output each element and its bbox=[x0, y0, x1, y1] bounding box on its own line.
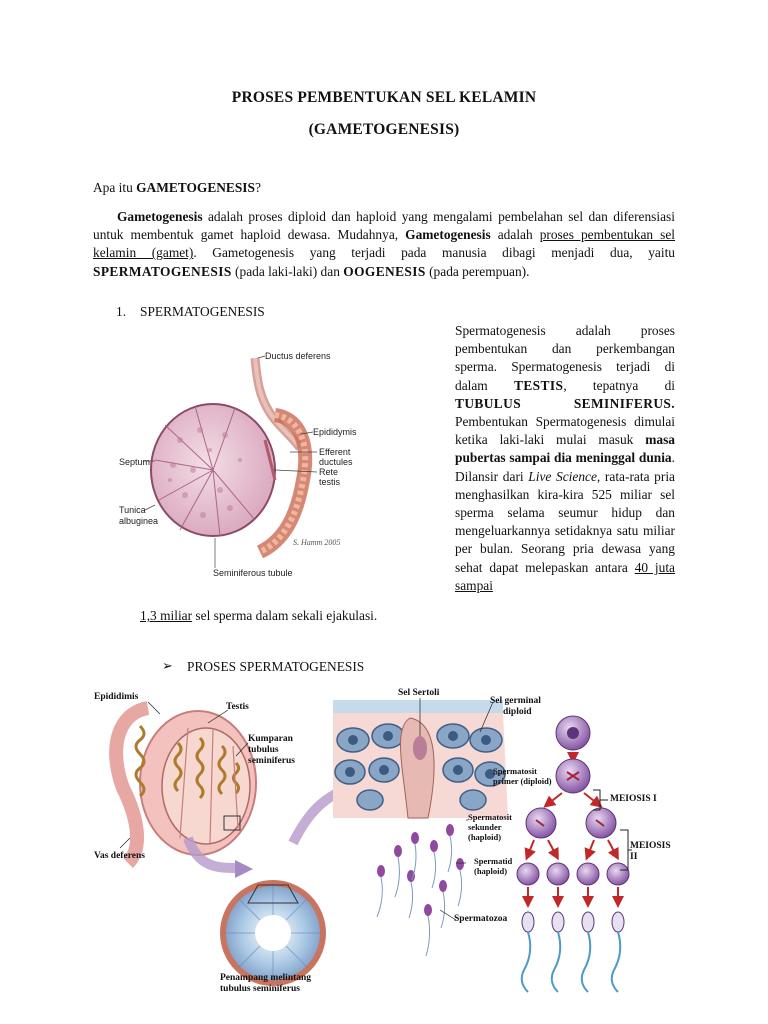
intro-text-3: . Gametogenesis yang terjadi pada manusia dibagi menjadi dua, yaitu bbox=[193, 245, 675, 261]
label-vas-deferens: Vas deferens bbox=[94, 851, 145, 861]
testis-illustration bbox=[125, 330, 350, 588]
label-penampang-tubulus: tubulus seminiferus bbox=[220, 984, 300, 994]
intro-underlined: proses pembentukan sel kelamin (gamet) bbox=[93, 227, 675, 261]
label-seminiferus: seminiferus bbox=[248, 756, 295, 766]
label-penampang: Penampang melintang bbox=[220, 973, 312, 983]
desc-tubulus: TUBULUS SEMINIFERUS. bbox=[455, 395, 675, 411]
desc-source: Live Science bbox=[528, 468, 597, 484]
section-number: 1. bbox=[116, 304, 127, 319]
label-testis: Testis bbox=[226, 702, 249, 712]
label-sekunder: sekunder bbox=[468, 822, 502, 832]
question-prefix: Apa itu bbox=[93, 180, 137, 195]
page-title: PROSES PEMBENTUKAN SEL KELAMIN bbox=[231, 89, 537, 106]
intro-spermatogenesis: SPERMATOGENESIS bbox=[93, 263, 232, 279]
continuation-underlined: 1,3 miliar bbox=[140, 608, 193, 623]
label-meiosis-2: MEIOSIS bbox=[630, 841, 671, 851]
process-heading: PROSES SPERMATOGENESIS bbox=[187, 659, 365, 674]
question-suffix: ? bbox=[254, 180, 261, 195]
intro-oogenesis: OOGENESIS bbox=[343, 263, 426, 279]
label-meiosis-1: MEIOSIS I bbox=[610, 794, 657, 804]
page-subtitle: (GAMETOGENESIS) bbox=[308, 121, 460, 138]
label-spermatid-haploid: (haploid) bbox=[474, 866, 508, 876]
desc-text-3: Pembentukan Spermatogenesis dimulai ketika laki-laki mulai masuk bbox=[455, 414, 675, 448]
label-ductus-deferens: Ductus deferens bbox=[265, 351, 331, 361]
label-sel-sertoli: Sel Sertoli bbox=[398, 688, 440, 698]
label-efferent-ductules: Efferent ductules bbox=[319, 447, 353, 467]
label-tubulus: tubulus bbox=[248, 745, 279, 755]
label-rete-testis: Rete testis bbox=[319, 467, 341, 487]
label-seminiferous-tubule: Seminiferous tubule bbox=[213, 568, 293, 578]
continuation-text: sel sperma dalam sekali ejakulasi. bbox=[192, 608, 378, 623]
process-illustration bbox=[88, 688, 708, 998]
illustrator-signature: S. Hamm 2005 bbox=[293, 538, 341, 547]
label-epididymis: Epididymis bbox=[313, 427, 357, 437]
spermatogenesis-description bbox=[455, 322, 675, 595]
label-spermatozoa: Spermatozoa bbox=[454, 914, 508, 924]
label-spermatid: Spermatid bbox=[474, 856, 513, 866]
label-albuginea: albuginea bbox=[119, 516, 159, 526]
continuation-line bbox=[140, 607, 540, 625]
label-epididimis: Epididimis bbox=[94, 692, 139, 702]
intro-text-4: (pada laki-laki) dan bbox=[231, 263, 344, 279]
intro-term: Gametogenesis bbox=[117, 209, 203, 224]
desc-testis: TESTIS bbox=[514, 377, 564, 393]
intro-paragraph bbox=[93, 208, 675, 281]
question-term: GAMETOGENESIS bbox=[136, 180, 255, 195]
intro-text-2: adalah bbox=[490, 227, 540, 243]
desc-underlined: 40 juta sampai bbox=[455, 559, 675, 593]
desc-text-4: . Dilansir dari bbox=[455, 450, 675, 484]
intro-text: adalah proses diploid dan haploid yang mengalami pembelahan sel dan diferensiasi untuk membentuk gamet haploid dewasa. Mudahnya, bbox=[93, 209, 675, 243]
label-primer-diploid: primer (diploid) bbox=[493, 776, 552, 786]
label-tunica: Tunica bbox=[119, 505, 146, 515]
desc-text-2: , tepatnya di bbox=[563, 377, 675, 393]
label-kumparan: Kumparan bbox=[248, 734, 293, 744]
bullet-arrow-icon: ➢ bbox=[162, 658, 173, 673]
testis-diagram bbox=[119, 330, 357, 588]
intro-text-5: (pada perempuan). bbox=[425, 263, 530, 279]
desc-text-1: Spermatogenesis adalah proses pembentukan dan perkembangan sperma. Spermatogenesis terjadi di dalam bbox=[455, 323, 675, 393]
intro-term-2: Gametogenesis bbox=[405, 227, 491, 243]
label-spermatosit-primer: Spermatosit bbox=[493, 766, 537, 776]
question-line bbox=[93, 179, 693, 197]
label-meiosis-2-numeral: II bbox=[630, 852, 638, 862]
process-diagram bbox=[88, 688, 708, 998]
label-sekunder-haploid: (haploid) bbox=[468, 832, 502, 842]
label-spermatosit-sekunder: Spermatosit bbox=[468, 812, 512, 822]
label-diploid: diploid bbox=[503, 707, 532, 717]
label-septum: Septum bbox=[119, 457, 151, 467]
section-heading: SPERMATOGENESIS bbox=[140, 304, 265, 319]
desc-puberty: masa pubertas sampai dia meninggal dunia bbox=[455, 432, 675, 466]
label-sel-germinal: Sel germinal bbox=[490, 696, 541, 706]
desc-text-5: , rata-rata pria menghasilkan kira-kira 525 miliar sel sperma selama seumur hidup dan mengeluarkannya setidaknya satu miliar per bulan. Seorang pria dewasa yang sehat dapat melepaskan antara bbox=[455, 468, 675, 575]
